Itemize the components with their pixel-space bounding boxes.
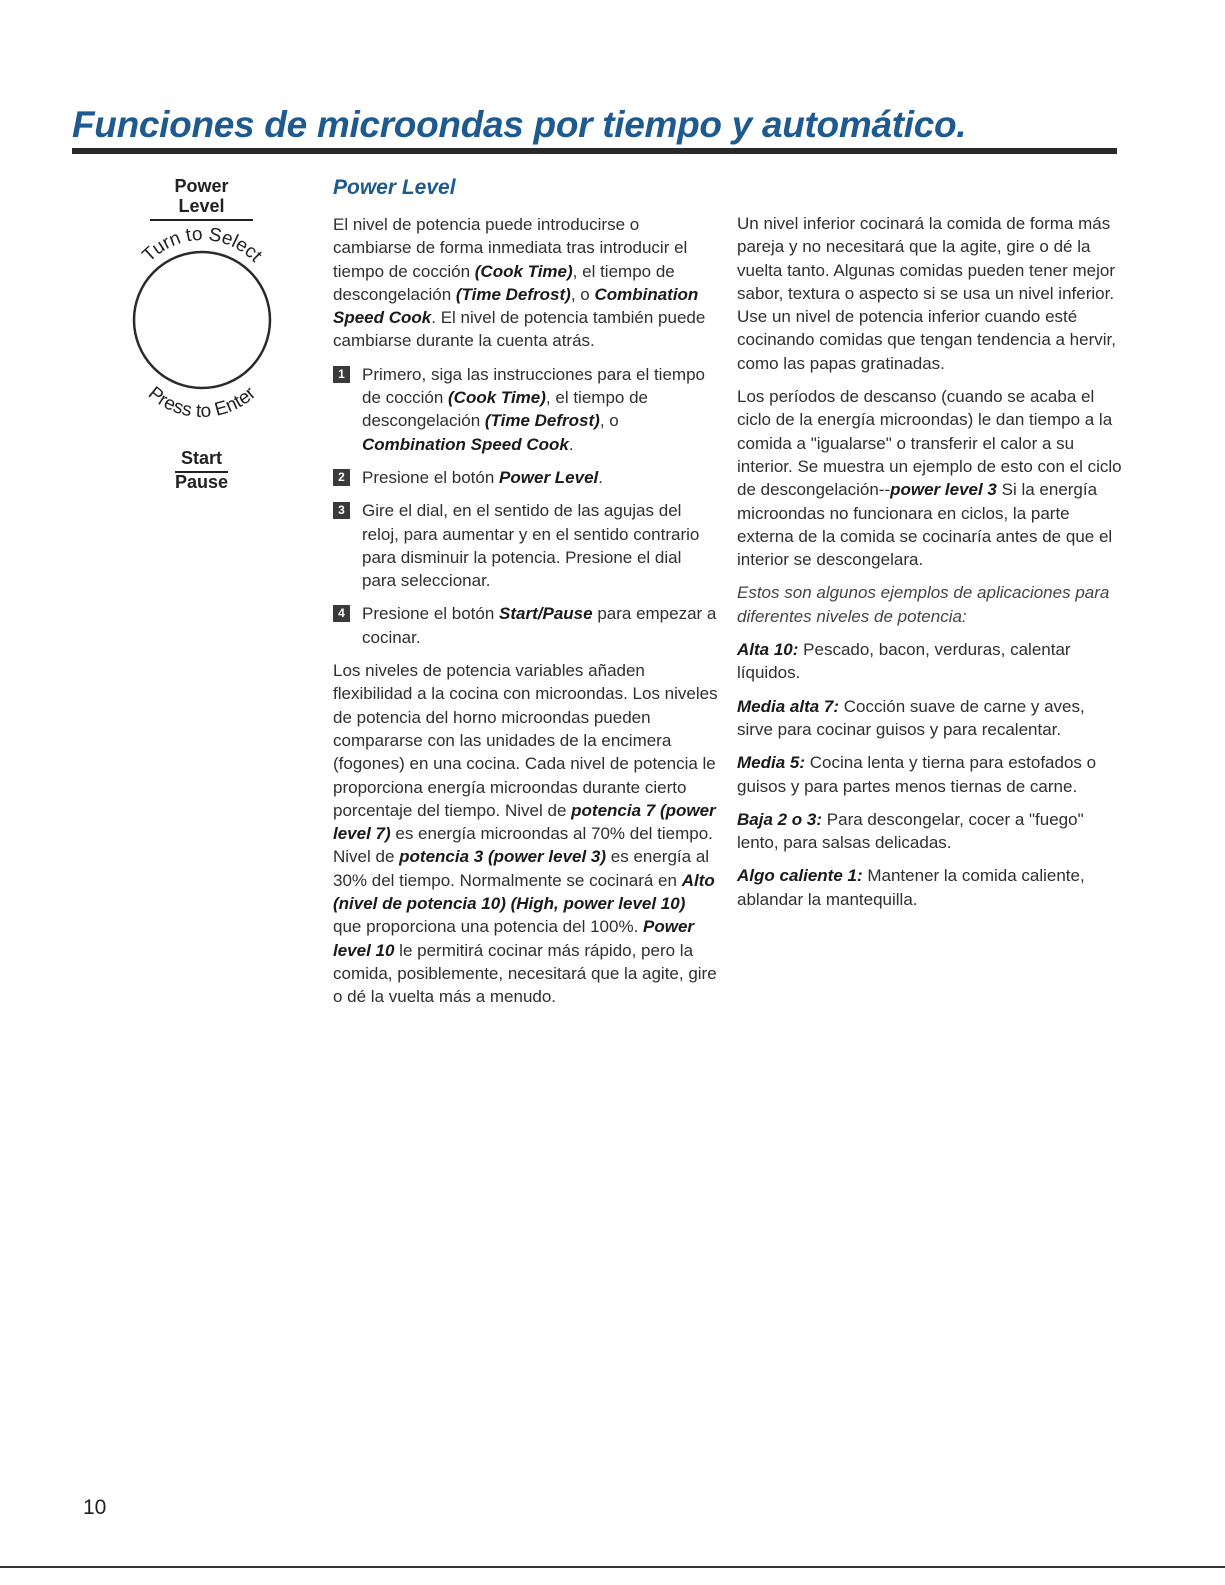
text-run: . El nivel de potencia también puede cambiarse durante la cuenta atrás. — [333, 308, 706, 351]
emphasis-text: potencia 3 (power level 3) — [399, 847, 607, 867]
examples-intro: Estos son algunos ejemplos de aplicaciones para diferentes niveles de potencia: — [737, 583, 1110, 626]
step-text — [362, 604, 716, 646]
text-run: , o — [570, 284, 595, 304]
step-text — [362, 468, 603, 487]
page-title: Funciones de microondas por tiempo y automático. — [72, 104, 967, 145]
power-level-details-column — [737, 212, 1122, 921]
emphasis-text: Combination Speed Cook — [333, 284, 699, 328]
text-run: Los niveles de potencia variables añaden flexibilidad a la cocina con microondas. Los niveles de potencia del horno microondas pueden compararse con las unidades de la encimera (fogones) en una cocina. Cada nivel de potencia le proporciona energía microondas durante cierto porcentaje del tiempo. Nivel de — [333, 661, 718, 820]
text-run: . — [598, 467, 603, 487]
level-description: Para descongelar, cocer a "fuego" lento, para salsas delicadas. — [737, 809, 1084, 853]
turn-to-select-text: Turn to Select — [138, 223, 266, 267]
text-run: , el tiempo de descongelación — [333, 261, 675, 304]
text-run: Si la energía microondas no funcionara en ciclos, la parte externa de la comida se cocinaría antes de que el interior se descongelara. — [737, 480, 1113, 570]
text-run: Gire el dial, en el sentido de las agujas del reloj, para aumentar y en el sentido contrario para disminuir la potencia. Presione el dial para seleccionar. — [362, 501, 700, 591]
step-number-badge: 4 — [333, 605, 350, 622]
text-run: que proporciona una potencia del 100%. — [333, 917, 644, 937]
power-level-label-line1: Power — [174, 176, 229, 196]
emphasis-text: Power Level — [499, 467, 599, 487]
page-number: 10 — [83, 1496, 107, 1519]
level-example — [737, 638, 1122, 685]
level-name: Alta 10: — [737, 640, 799, 660]
title-rule — [72, 148, 1117, 154]
dial-illustration — [120, 220, 285, 430]
text-run: Presione el botón — [362, 467, 500, 487]
emphasis-text: (Cook Time) — [448, 388, 546, 408]
step-number-badge: 3 — [333, 502, 350, 519]
level-description: Mantener la comida caliente, ablandar la mantequilla. — [737, 866, 1085, 909]
control-panel-illustration — [120, 176, 290, 506]
power-level-label-line2: Level — [178, 196, 225, 216]
bottom-rule — [0, 1566, 1225, 1568]
step-number-badge: 2 — [333, 469, 350, 486]
dial-circle — [134, 252, 270, 388]
level-example — [737, 808, 1122, 855]
text-run: Presione el botón — [362, 604, 500, 624]
step-text — [362, 501, 699, 590]
emphasis-text: power level 3 — [890, 480, 997, 500]
pause-label: Pause — [174, 472, 229, 492]
step-number-badge: 1 — [333, 366, 350, 383]
emphasis-text: Combination Speed Cook — [362, 434, 569, 454]
level-name: Baja 2 o 3: — [737, 809, 823, 829]
text-run: , el tiempo de descongelación — [362, 388, 648, 431]
start-label: Start — [180, 448, 222, 468]
intro-paragraph — [333, 213, 718, 353]
power-level-column — [333, 176, 718, 1019]
body-paragraph — [333, 659, 718, 1008]
level-example — [737, 751, 1122, 798]
step-item — [333, 363, 718, 456]
level-description: Pescado, bacon, verduras, calentar líquidos. — [737, 640, 1071, 683]
emphasis-text: (Time Defrost) — [484, 411, 600, 431]
step-item — [333, 466, 718, 489]
emphasis-text: (Time Defrost) — [455, 284, 571, 304]
text-run: le permitirá cocinar más rápido, pero la comida, posiblemente, necesitará que la agite, gire o dé la vuelta más a menudo. — [333, 940, 717, 1007]
steps-list — [333, 363, 718, 649]
text-run: es energía al 30% del tiempo. Normalmente se cocinará en — [333, 847, 710, 890]
text-run: El nivel de potencia puede introducirse o cambiarse de forma inmediata tras introducir el tiempo de cocción — [333, 215, 688, 281]
step-item — [333, 602, 718, 649]
level-example — [737, 864, 1122, 911]
text-run: es energía microondas al 70% del tiempo. Nivel de — [333, 824, 713, 867]
text-run: . — [568, 434, 574, 454]
text-run: Primero, siga las instrucciones para el tiempo de cocción — [362, 364, 705, 408]
level-description: Cocción suave de carne y aves, sirve para cocinar guisos y para recalentar. — [737, 696, 1085, 739]
emphasis-text: Alto (nivel de potencia 10) (High, power level 10) — [333, 870, 715, 914]
text-run: para empezar a cocinar. — [362, 604, 717, 647]
lower-level-paragraph: Un nivel inferior cocinará la comida de forma más pareja y no necesitará que la agite, gire o dé la vuelta tanto. Algunas comidas pueden tener mejor sabor, textura o aspecto si se usa un nivel inferior. Use un nivel de potencia inferior cuando esté cocinando comidas que tengan tendencia a hervir, como las papas gratinadas. — [737, 214, 1116, 373]
level-name: Media 5: — [737, 753, 806, 773]
step-item — [333, 499, 718, 592]
step-text — [362, 365, 705, 454]
level-name: Media alta 7: — [737, 696, 840, 716]
text-run: Los períodos de descanso (cuando se acaba el ciclo de la energía microondas) le dan tiempo a la comida a "igualarse" o transferir el calor a su interior. Se muestra un ejemplo de esto con el ciclo de descongelación-- — [737, 387, 1122, 500]
rest-periods-paragraph — [737, 385, 1122, 571]
emphasis-text: (Cook Time) — [474, 261, 573, 281]
text-run: , o — [599, 411, 619, 431]
level-example — [737, 695, 1122, 742]
level-name: Algo caliente 1: — [737, 866, 863, 886]
level-description: Cocina lenta y tierna para estofados o guisos y para partes menos tiernas de carne. — [737, 753, 1097, 796]
emphasis-text: Start/Pause — [499, 604, 593, 624]
emphasis-text: potencia 7 (power level 7) — [333, 800, 716, 844]
emphasis-text: Power level 10 — [333, 917, 695, 960]
section-heading: Power Level — [333, 176, 456, 199]
press-to-enter-text: Press to Enter — [144, 382, 260, 423]
